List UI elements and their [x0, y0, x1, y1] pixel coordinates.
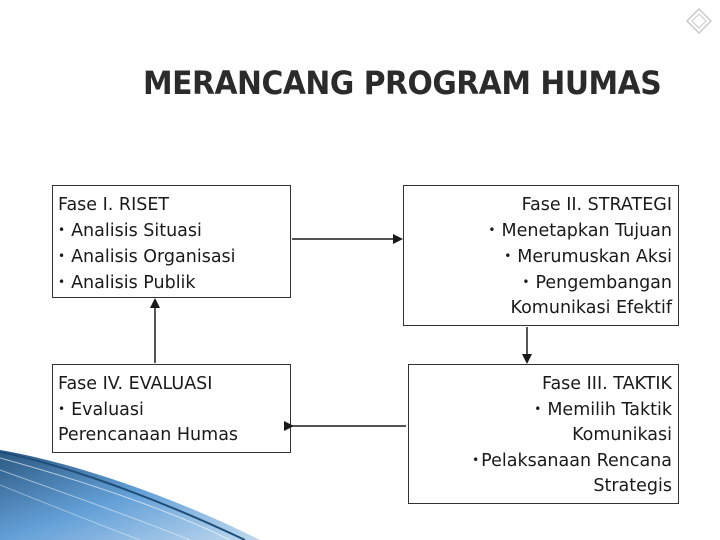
list-item-continuation: Strategis [593, 476, 672, 496]
bullet-icon: • [58, 275, 66, 289]
list-item: • Menetapkan Tujuan [488, 221, 672, 241]
list-item: • Merumuskan Aksi [504, 247, 672, 267]
bullet-icon: • [58, 249, 66, 263]
list-item: • Evaluasi [58, 400, 144, 420]
phase-2-heading: Fase II. STRATEGI [521, 195, 672, 215]
bullet-icon: • [58, 223, 66, 237]
phase-1-heading: Fase I. RISET [58, 195, 170, 215]
bullet-icon: • [534, 402, 542, 416]
decorative-swoosh [0, 440, 400, 540]
page-title: MERANCANG PROGRAM HUMAS [143, 64, 662, 102]
list-item: • Pelaksanaan Rencana [472, 451, 672, 471]
bullet-icon: • [58, 402, 66, 416]
list-item-continuation: Komunikasi [572, 425, 672, 445]
bullet-icon: • [504, 249, 512, 263]
bullet-icon: • [488, 223, 496, 237]
list-item-continuation: Komunikasi Efektif [510, 298, 672, 318]
list-item: • Analisis Publik [58, 273, 196, 293]
phase-3-heading: Fase III. TAKTIK [542, 374, 672, 394]
bullet-icon: • [472, 453, 480, 467]
list-item-continuation: Perencanaan Humas [58, 425, 239, 445]
phase-4-heading: Fase IV. EVALUASI [58, 374, 213, 394]
list-item: • Pengembangan [522, 273, 672, 293]
list-item: • Analisis Situasi [58, 221, 202, 241]
bullet-icon: • [522, 275, 530, 289]
list-item: • Analisis Organisasi [58, 247, 236, 267]
list-item: • Memilih Taktik [534, 400, 672, 420]
